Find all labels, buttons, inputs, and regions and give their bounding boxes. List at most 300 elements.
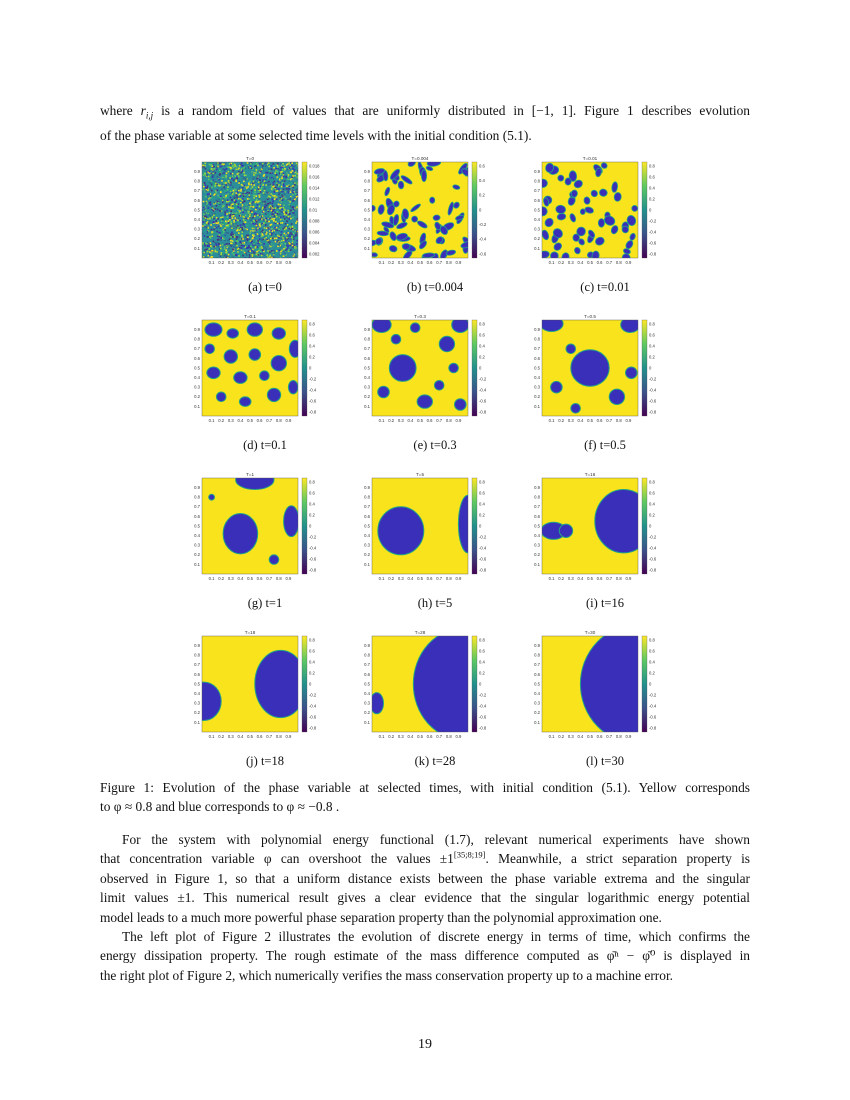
x-tick-label: 0.8 [275,576,282,581]
x-tick-label: 0.3 [397,260,404,265]
colorbar-tick-label: -0.8 [479,409,487,415]
x-tick-label: 0.2 [218,260,225,265]
y-tick-label: 0.8 [364,652,370,658]
y-tick-label: 0.7 [364,504,370,510]
y-tick-label: 0.5 [364,365,370,371]
y-tick-label: 0.8 [534,494,540,500]
phase-droplet [234,372,247,384]
phase-droplet [378,507,424,555]
colorbar-tick-label: -0.2 [309,376,317,382]
phase-droplet [434,381,444,391]
x-tick-label: 0.8 [275,260,282,265]
colorbar-tick-label: -0.4 [479,703,487,709]
phase-blob [371,252,378,257]
plot-title: T=0.004 [411,156,429,161]
colorbar-tick-label: -0.6 [309,556,317,562]
colorbar-tick-label: -0.4 [649,545,657,551]
x-tick-label: 0.4 [577,260,584,265]
colorbar-tick-label: 0.2 [649,512,655,518]
y-tick-label: 0.7 [534,188,540,194]
colorbar-tick-label: 0.6 [479,490,485,496]
x-tick-label: 0.1 [208,260,215,265]
plot-title: T=0.3 [414,314,426,319]
y-tick-label: 0.4 [194,533,200,538]
figure-caption [100,778,750,817]
x-tick-label: 0.5 [587,260,593,265]
plot-title: T=16 [584,472,596,477]
x-tick-label: 0.3 [567,418,574,423]
y-tick-label: 0.2 [194,552,200,558]
x-tick-label: 0.9 [285,260,292,265]
y-tick-label: 0.1 [364,403,370,409]
colorbar-tick-label: 0.6 [649,490,655,496]
colorbar-tick-label: 0.6 [309,490,315,496]
y-tick-label: 0.2 [534,236,540,242]
y-tick-label: 0.2 [194,236,200,242]
body-p1-line-3: observed in Figure 1, so that a uniform distance exists between the phase variable extrema and the singular [100,870,750,886]
y-tick-label: 0.2 [534,394,540,400]
colorbar-tick-label: -0.2 [479,692,487,698]
y-tick-label: 0.7 [534,346,540,352]
x-tick-label: 0.4 [407,576,414,581]
x-tick-label: 0.4 [407,418,414,423]
subfigure-label: (a) t=0 [248,280,282,294]
y-tick-label: 0.9 [194,643,200,648]
phase-droplet [224,350,237,363]
caption-line-2: to φ ≈ 0.8 and blue corresponds to φ ≈ −0.8 . [100,799,340,815]
phase-droplet [410,323,420,333]
colorbar-tick-label: 0 [479,207,482,213]
x-tick-label: 0.6 [256,418,263,423]
x-tick-label: 0.8 [445,418,452,423]
figure-panel [525,626,685,776]
x-tick-label: 0.7 [436,418,443,423]
phase-droplet [227,329,239,339]
phase-blob [573,234,580,242]
y-tick-label: 0.6 [194,197,200,203]
x-tick-label: 0.9 [285,734,292,739]
x-tick-label: 0.9 [455,260,462,265]
x-tick-label: 0.4 [407,734,414,739]
colorbar-tick-label: 0.2 [309,512,315,518]
phase-droplet [249,349,261,361]
colorbar-tick-label: -0.4 [649,387,657,393]
y-tick-label: 0.9 [364,643,370,648]
y-tick-label: 0.7 [194,188,200,194]
colorbar-tick-label: 0.8 [309,479,315,485]
phase-droplet [559,524,572,537]
y-tick-label: 0.1 [194,245,200,251]
y-tick-label: 0.4 [194,375,200,380]
colorbar-tick-label: 0.2 [309,354,315,360]
colorbar-tick-label: 0.2 [479,512,485,518]
colorbar-tick-label: 0.6 [649,648,655,654]
y-tick-label: 0.2 [194,394,200,400]
colorbar-tick-label: -0.2 [479,534,487,540]
x-tick-label: 0.9 [455,576,462,581]
intro-line-2: of the phase variable at some selected time levels with the initial condition (5.1). [100,128,532,144]
colorbar-tick-label: -0.4 [649,703,657,709]
y-tick-label: 0.3 [194,700,200,706]
figure-panel [355,626,515,776]
x-tick-label: 0.3 [567,576,574,581]
y-tick-label: 0.3 [194,384,200,390]
plot-title: T=0.1 [244,314,256,319]
colorbar-tick-label: -0.2 [649,218,657,224]
figure-panel [355,468,515,618]
colorbar-tick-label: -0.2 [649,376,657,382]
y-tick-label: 0.9 [534,485,540,490]
phase-field-plot [185,468,325,586]
colorbar-tick-label: 0.8 [649,479,655,485]
phase-blob [402,243,410,249]
colorbar [642,320,647,416]
y-tick-label: 0.9 [364,327,370,332]
subfigure-label: (g) t=1 [247,596,283,610]
y-tick-label: 0.2 [364,710,370,716]
y-tick-label: 0.2 [194,710,200,716]
caption-line-1: Figure 1: Evolution of the phase variable at selected times, with initial condition (5.1). Yellow corresponds [100,780,750,795]
y-tick-label: 0.1 [194,403,200,409]
y-tick-label: 0.4 [364,533,370,538]
y-tick-label: 0.5 [194,523,200,529]
y-tick-label: 0.1 [364,561,370,567]
colorbar-tick-label: 0 [479,681,482,687]
y-tick-label: 0.4 [364,217,370,222]
figure-panel [185,626,345,776]
y-tick-label: 0.5 [194,681,200,687]
colorbar-tick-label: 0.6 [649,332,655,338]
colorbar-tick-label: 0.006 [309,229,320,235]
x-tick-label: 0.7 [436,260,443,265]
phase-droplet [389,355,416,382]
colorbar-tick-label: 0 [649,207,652,213]
colorbar-tick-label: 0 [649,365,652,371]
y-tick-label: 0.1 [534,719,540,725]
colorbar-tick-label: -0.4 [309,387,317,393]
colorbar-tick-label: 0 [649,523,652,529]
x-tick-label: 0.5 [247,418,253,423]
subfigure-label: (f) t=0.5 [584,438,626,452]
colorbar-tick-label: 0 [479,523,482,529]
colorbar-tick-label: 0 [309,523,312,529]
y-tick-label: 0.4 [194,691,200,696]
y-tick-label: 0.4 [534,533,540,538]
colorbar-tick-label: -0.2 [649,692,657,698]
subfigure-label: (d) t=0.1 [243,438,287,452]
phase-field-plot [355,468,495,586]
body-paragraphs [100,830,750,985]
y-tick-label: 0.1 [534,245,540,251]
y-tick-label: 0.7 [194,346,200,352]
x-tick-label: 0.6 [596,260,603,265]
x-tick-label: 0.9 [625,734,632,739]
phase-droplet [207,367,220,379]
subfigure-label: (l) t=30 [586,754,624,768]
y-tick-label: 0.6 [364,197,370,203]
colorbar [302,478,307,574]
y-tick-label: 0.5 [534,207,540,213]
x-tick-label: 0.2 [388,734,395,739]
colorbar-tick-label: -0.4 [649,229,657,235]
x-tick-label: 0.5 [417,734,423,739]
figure-panel [185,310,345,460]
colorbar-tick-label: -0.6 [649,556,657,562]
x-tick-label: 0.6 [256,576,263,581]
colorbar-tick-label: -0.4 [479,545,487,551]
colorbar [302,320,307,416]
colorbar-tick-label: -0.8 [649,567,657,573]
x-tick-label: 0.3 [397,418,404,423]
x-tick-label: 0.6 [256,734,263,739]
x-tick-label: 0.5 [417,418,423,423]
x-tick-label: 0.9 [625,576,632,581]
phase-droplet [626,367,638,379]
x-tick-label: 0.7 [436,576,443,581]
x-tick-label: 0.5 [417,576,423,581]
plot-title: T=5 [415,472,425,477]
colorbar-tick-label: 0.6 [309,332,315,338]
colorbar-tick-label: -0.4 [309,545,317,551]
x-tick-label: 0.2 [558,418,565,423]
colorbar [302,636,307,732]
phase-droplet [272,328,285,340]
phase-droplet [571,350,609,386]
colorbar-tick-label: 0.4 [649,659,655,665]
x-tick-label: 0.1 [548,418,555,423]
x-tick-label: 0.4 [577,418,584,423]
phase-droplet [209,494,215,500]
colorbar-tick-label: -0.4 [479,236,487,242]
y-tick-label: 0.3 [364,700,370,706]
colorbar-tick-label: -0.6 [479,714,487,720]
phase-droplet [621,317,640,332]
x-tick-label: 0.5 [247,734,253,739]
x-tick-label: 0.3 [397,734,404,739]
x-tick-label: 0.1 [548,260,555,265]
y-tick-label: 0.9 [194,169,200,174]
y-tick-label: 0.1 [534,561,540,567]
phase-field-plot [525,626,665,744]
y-tick-label: 0.1 [194,561,200,567]
colorbar-tick-label: 0.2 [479,670,485,676]
phase-droplet [378,386,390,398]
colorbar [642,162,647,258]
y-tick-label: 0.6 [364,513,370,519]
colorbar-tick-label: 0.8 [649,163,655,169]
x-tick-label: 0.6 [426,418,433,423]
phase-field-plot [185,152,325,270]
colorbar-tick-label: 0.6 [479,332,485,338]
phase-droplet [288,381,298,394]
colorbar [642,636,647,732]
y-tick-label: 0.3 [194,542,200,548]
x-tick-label: 0.2 [388,418,395,423]
x-tick-label: 0.5 [587,734,593,739]
colorbar-tick-label: 0.4 [309,501,315,507]
x-tick-label: 0.8 [445,576,452,581]
y-tick-label: 0.8 [534,336,540,342]
colorbar-tick-label: 0.6 [479,163,485,169]
x-tick-label: 0.2 [218,734,225,739]
colorbar-tick-label: 0.4 [309,659,315,665]
x-tick-label: 0.6 [596,418,603,423]
colorbar-tick-label: -0.2 [479,222,487,228]
y-tick-label: 0.4 [194,217,200,222]
x-tick-label: 0.7 [436,734,443,739]
x-tick-label: 0.7 [266,576,273,581]
y-tick-label: 0.7 [364,188,370,194]
x-tick-label: 0.1 [548,576,555,581]
y-tick-label: 0.2 [364,394,370,400]
phase-blob [433,215,441,221]
colorbar-tick-label: 0.4 [479,178,485,184]
subfigure-label: (j) t=18 [246,754,284,768]
x-tick-label: 0.6 [426,260,433,265]
y-tick-label: 0.2 [364,236,370,242]
colorbar-tick-label: 0.4 [479,659,485,665]
y-tick-label: 0.6 [194,671,200,677]
subfigure-label: (i) t=16 [586,596,624,610]
x-tick-label: 0.8 [615,418,622,423]
y-tick-label: 0.8 [194,494,200,500]
y-tick-label: 0.6 [194,513,200,519]
x-tick-label: 0.9 [455,418,462,423]
colorbar-tick-label: -0.6 [309,398,317,404]
phase-field-plot [185,310,325,428]
phase-field-plot [525,152,665,270]
plot-title: T=0.5 [584,314,596,319]
x-tick-label: 0.2 [388,576,395,581]
x-tick-label: 0.4 [577,734,584,739]
x-tick-label: 0.7 [606,734,613,739]
phase-field-plot [355,310,495,428]
colorbar-tick-label: -0.8 [649,251,657,257]
x-tick-label: 0.8 [445,260,452,265]
y-tick-label: 0.4 [534,217,540,222]
colorbar-tick-label: 0.8 [649,637,655,643]
phase-field-plot [525,468,665,586]
phase-droplet [455,399,467,411]
x-tick-label: 0.6 [426,734,433,739]
colorbar-tick-label: 0.016 [309,174,320,180]
phase-droplet [187,682,222,720]
y-tick-label: 0.6 [534,671,540,677]
x-tick-label: 0.8 [615,576,622,581]
phase-droplet [452,317,469,332]
phase-droplet [449,363,459,373]
y-tick-label: 0.4 [364,375,370,380]
y-tick-label: 0.5 [534,681,540,687]
y-tick-label: 0.9 [364,169,370,174]
y-tick-label: 0.6 [534,513,540,519]
x-tick-label: 0.9 [285,576,292,581]
x-tick-label: 0.1 [378,260,385,265]
subfigure-label: (k) t=28 [414,754,456,768]
plot-title: T=30 [584,630,596,635]
phase-droplet [271,356,286,371]
x-tick-label: 0.3 [227,734,234,739]
x-tick-label: 0.5 [247,576,253,581]
phase-droplet [216,392,226,402]
x-tick-label: 0.5 [587,418,593,423]
phase-droplet [267,388,280,401]
figure-panel [185,152,345,302]
colorbar-tick-label: 0.8 [479,637,485,643]
colorbar-tick-label: -0.8 [309,725,317,731]
x-tick-label: 0.2 [388,260,395,265]
y-tick-label: 0.6 [364,671,370,677]
colorbar-tick-label: -0.6 [309,714,317,720]
colorbar [472,478,477,574]
x-tick-label: 0.4 [237,418,244,423]
x-tick-label: 0.5 [417,260,423,265]
x-tick-label: 0.1 [208,418,215,423]
figure-panel [525,310,685,460]
body-p1-line-1: For the system with polynomial energy functional (1.7), relevant numerical experiments have shown [122,832,750,847]
colorbar-tick-label: -0.8 [649,725,657,731]
phase-droplet [260,371,270,381]
phase-blob [421,170,426,182]
plot-title: T=18 [244,630,256,635]
y-tick-label: 0.3 [534,700,540,706]
colorbar-tick-label: 0.6 [649,174,655,180]
y-tick-label: 0.7 [364,346,370,352]
phase-droplet [571,404,581,414]
y-tick-label: 0.8 [364,178,370,184]
y-tick-label: 0.7 [194,504,200,510]
phase-droplet [372,317,391,332]
x-tick-label: 0.3 [227,576,234,581]
x-tick-label: 0.1 [378,418,385,423]
colorbar-tick-label: 0.01 [309,207,318,213]
intro-line-1: where $r_{i,j}$ is a random field of values that are uniformly distributed in [−1, 1]. Figure 1 describes evolution [100,103,750,121]
plot-title: T=1 [245,472,255,477]
plot-title: T=28 [414,630,426,635]
colorbar-tick-label: 0.002 [309,251,320,257]
y-tick-label: 0.1 [534,403,540,409]
y-tick-label: 0.9 [534,643,540,648]
x-tick-label: 0.6 [256,260,263,265]
y-tick-label: 0.1 [364,245,370,251]
phase-droplet [236,470,274,489]
phase-droplet [417,395,432,408]
x-tick-label: 0.4 [237,576,244,581]
y-tick-label: 0.7 [194,662,200,668]
phase-droplet [566,344,576,354]
colorbar-tick-label: -0.2 [309,534,317,540]
body-p2-line-1: The left plot of Figure 2 illustrates the evolution of discrete energy in terms of time, which confirms the [122,929,750,945]
x-tick-label: 0.2 [558,734,565,739]
colorbar-tick-label: 0 [479,365,482,371]
y-tick-label: 0.8 [364,494,370,500]
y-tick-label: 0.6 [364,355,370,361]
y-tick-label: 0.7 [534,504,540,510]
colorbar-tick-label: -0.2 [309,692,317,698]
phase-droplet [391,334,401,344]
body-p1-line-5: model leads to a much more powerful phase separation property than the polynomial approximation one. [100,909,662,925]
phase-droplet [439,336,454,351]
y-tick-label: 0.8 [534,652,540,658]
subfigure-label: (e) t=0.3 [413,438,457,452]
colorbar-tick-label: 0.018 [309,163,320,169]
x-tick-label: 0.5 [247,260,253,265]
colorbar-tick-label: 0 [649,681,652,687]
x-tick-label: 0.2 [558,576,565,581]
colorbar-tick-label: -0.8 [309,409,317,415]
x-tick-label: 0.1 [548,734,555,739]
colorbar-tick-label: 0.2 [649,196,655,202]
